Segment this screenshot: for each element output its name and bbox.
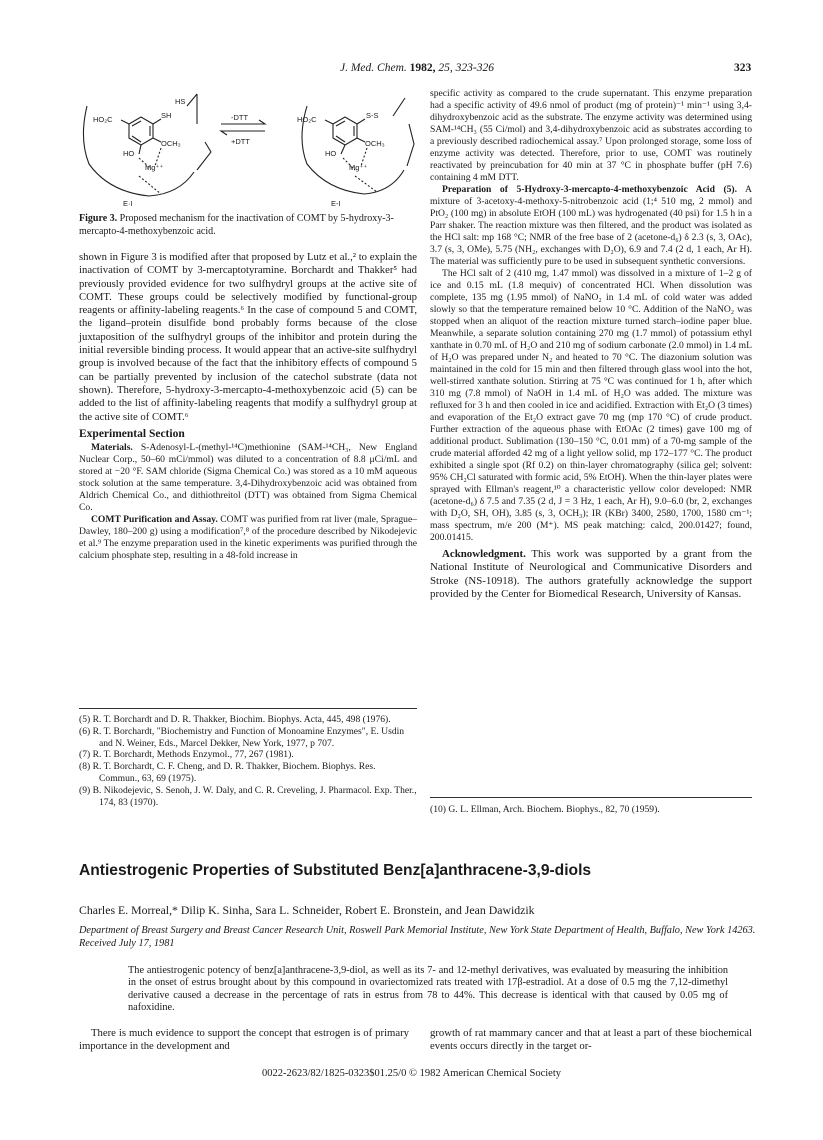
fig-label-sh: SH: [161, 111, 172, 120]
article-title: Antiestrogenic Properties of Substituted Benz[a]anthracene-3,9-diols: [79, 862, 592, 879]
fig-label-ss: S-S: [366, 111, 379, 120]
left-references: [79, 714, 417, 808]
fig-label-mg-left: Mg⁺⁺: [145, 163, 164, 172]
intro-left: There is much evidence to support the concept that estrogen is of primary importance in the development and: [79, 1027, 409, 1053]
acknowledgment-text: This work was supported by a grant from the National Institute of Neurological and Communicative Disorders and Stroke (NS-10918). The authors gratefully acknowledge the support provided by the Center for Biomedical Research, University of Kansas.: [430, 548, 752, 601]
figure-caption: [79, 213, 417, 238]
fig-label-mg-right: Mg⁺⁺: [349, 163, 368, 172]
preparation-paragraph: [430, 184, 752, 268]
figure-3-scheme: [79, 84, 419, 212]
materials-paragraph: [79, 442, 417, 514]
fig-label-ho-left: HO: [123, 149, 135, 158]
materials-text: S-Adenosyl-L-(methyl-¹⁴C)methionine (SAM-¹⁴CH₃, New England Nuclear Corp., 50–60 mCi/mmol) was diluted to a concentration of 8.8 μCi/mL and stored at −20 °F. SAM chloride (Sigma Chemical Co.) was stored as a 10 mM aqueous stock solution at the same temperature. 3,4-Dihydroxybenzoic acid was obtained from Aldrich Chemical Co., and dithiothreitol (DTT) was obtained from Sigma Chemical Co.: [79, 441, 417, 513]
reference-item: (9) B. Nikodejevic, S. Senoh, J. W. Daly, and C. R. Creveling, J. Pharmacol. Exp. Ther., 174, 83 (1970).: [79, 784, 417, 808]
acknowledgment-paragraph: [430, 548, 752, 602]
preparation-label: Preparation of 5-Hydroxy-3-mercapto-4-methoxybenzoic Acid (5).: [442, 184, 738, 195]
right-column: [430, 88, 752, 602]
left-footnote-rule: [79, 708, 417, 709]
reference-item: (8) R. T. Borchardt, C. F. Cheng, and D. R. Thakker, Biochem. Biophys. Res. Commun., 63, 69 (1975).: [79, 761, 376, 784]
fig-label-och3-right: OCH₃: [365, 139, 385, 148]
left-column: [79, 251, 417, 562]
copyright-footer: 0022-2623/82/1825-0323$01.25/0 © 1982 American Chemical Society: [261, 1068, 562, 1079]
fig-label-och3-left: OCH₃: [161, 139, 181, 148]
fig-label-ei-left: E·I: [123, 199, 133, 208]
reference-item: (5) R. T. Borchardt and D. R. Thakker, Biochim. Biophys. Acta, 445, 498 (1976).: [79, 714, 391, 725]
fig-label-hooc-left: HO₂C: [93, 115, 113, 124]
fig-label-minus-dtt: -DTT: [231, 113, 249, 122]
reference-item: (6) R. T. Borchardt, "Biochemistry and Function of Monoamine Enzymes", E. Usdin and N. Weiner, Eds., Marcel Dekker, New York, 1977, p 707.: [79, 725, 405, 749]
page-number: 323: [734, 62, 752, 74]
article-abstract: The antiestrogenic potency of benz[a]anthracene-3,9-diol, as well as its 7- and 12-methyl derivatives, was evaluated by measuring the inhibition in the onset of estrus brought about by this compound in ovariectomized rats treated with 17β-estradiol. At a dose of 0.5 mg the 7,12-dimethyl derivative caused a decrease in the percentage of rats in estrus from 78 to 44%. This decrease is identical with that caused by 0.05 mg of nafoxidine.: [128, 965, 728, 1014]
figure-caption-text: Proposed mechanism for the inactivation of COMT by 5-hydroxy-3-mercapto-4-methoxybenzoic acid.: [79, 213, 394, 237]
right-paragraph-3: The HCl salt of 2 (410 mg, 1.47 mmol) was dissolved in a mixture of 1–2 g of ice and 0.15 mL (1.8 mequiv) of concentrated HCl. When dissolution was complete, 135 mg (1.95 mmol) of NaNO₂ in 1.4 mL of cold water was added slowly so that the temperature remained below 10 °C. Addition of the NaNO₂ was stopped when an aliquot of the reaction mixture turned starch–iodine paper blue. Meanwhile, a separate solution containing 270 mg (1.7 mmol) of potassium ethyl xanthate in 0.70 mL of H₂O and 210 mg of sodium carbonate (2.0 mmol) in 1.4 mL of H₂O was prepared under N₂ and heated to 70 °C. The diazonium solution was maintained in the cold for 15 min and then filtered through glass wool into the hot, well-stirred xanthate solution. Stirring at 75 °C was continued for 1 h, after which 310 mg (7.8 mmol) of NaOH in 1.4 mL of H₂O was added. The mixture was refluxed for 3 h and then cooled in ice and acidified. Extraction with Et₂O (3 times) and evaporation of the Et₂O extract gave 70 mg (mp 170 °C) of crude product. Further extraction of the aqueous phase with EtOAc (2 times) gave 100 mg of additional product. Sublimation (130–150 °C, 0.01 mm) of a 70-mg sample of the crude material afforded 42 mg of a light yellow solid, mp 172–177 °C. The product exhibited a single spot (Rf 0.2) on thin-layer chromatography (silica gel; solvent: 95% CH₂Cl saturated with formic acid, 5% EtOH). When the thin-layer plates were sprayed with Ellman's reagent,¹⁰ a characteristic yellow color developed: NMR (acetone-d₆) δ 7.5 and 7.35 (2 d, J = 3 Hz, 1 each, Ar H), 9.0–6.0 (br, 2, exchanges with D₂O, SH, OH), 3.85 (s, 3, OCH₃); IR (KBr) 3400, 2580, 1700, 1580 cm⁻¹; mass spectrum, m/e 200 (M⁺). MS peak matching: calcd, 200.01427; found, 200.01415.: [430, 268, 752, 543]
article-affiliation: Department of Breast Surgery and Breast Cancer Research Unit, Roswell Park Memorial Institute, New York State Department of Health, Buffalo, New York 14263. Received July 17, 1981: [79, 925, 756, 949]
reference-item: (10) G. L. Ellman, Arch. Biochem. Biophys., 82, 70 (1959).: [430, 804, 660, 815]
fig-label-plus-dtt: +DTT: [231, 137, 250, 146]
reference-item: (7) R. T. Borchardt, Methods Enzymol., 77, 267 (1981).: [79, 749, 294, 761]
materials-label: Materials.: [91, 441, 133, 453]
right-references: [430, 804, 752, 816]
article-authors: Charles E. Morreal,* Dilip K. Sinha, Sara L. Schneider, Robert E. Bronstein, and Jean Dawidzik: [79, 903, 535, 917]
fig-label-ei-right: E-I: [331, 199, 341, 208]
preparation-text: A mixture of 3-acetoxy-4-methoxy-5-nitrobenzoic acid (1;⁴ 510 mg, 2 mmol) and PtO₂ (100 mg) in absolute EtOH (100 mL) was hydrogenated (40 psi) for 1.5 h in a Parr shaker. The reaction mixture was then filtered, and the product was isolated as the HCl salt: mp 168 °C; NMR of the free base of 2 (acetone-d₆) δ 2.3 (s, 3, OAc), 3.7 (s, 3, OMe), 5.75 (NH₂, exchanges with D₂O), 6.9 and 7.4 (2 d, 1 each, Ar H). The material was sufficiently pure to be used in subsequent synthetic conversions.: [430, 184, 752, 267]
comt-label: COMT Purification and Assay.: [91, 513, 218, 525]
figure-label: Figure 3.: [79, 213, 118, 224]
comt-text: COMT was purified from rat liver (male, Sprague–Dawley, 180–200 g) using a modification⁷,⁸ of the procedure described by Nikodejevic et al.⁹ The enzyme preparation used in the kinetic experiments was purified through the calcium phosphate step, resulting in a 48-fold increase in: [79, 513, 417, 561]
comt-paragraph: [79, 514, 417, 562]
intro-right: growth of rat mammary cancer and that at least a part of these biochemical events occurs directly in the target or-: [430, 1027, 752, 1053]
fig-label-ho-right: HO: [325, 149, 337, 158]
left-paragraph-1: shown in Figure 3 is modified after that proposed by Lutz et al.,² to explain the inactivation of COMT by 3-mercaptotyramine. Borchardt and Thakker⁵ had previously provided evidence for two sulfhydryl groups at the active site of COMT. These groups could be selectively modified by functional-group reagents or affinity-labeling reagents.⁶ In the case of compound 5 and COMT, the ligand–protein disulfide bond probably forms because of the close juxtaposition of the sulfhydryl groups of the inhibitor and protein during the initial reversible binding process. It would appear that an active-site sulfhydryl group is involved because of the fact that the inhibitory effects of compound 5 can be partially prevented by inclusion of the catechol substrate (data not shown). Therefore, 5-hydroxy-3-mercapto-4-methoxybenzoic acid (5) can be added to the list of affinity-labeling reagents that modify a sulfhydryl group at the active site of COMT.⁶: [79, 251, 417, 423]
acknowledgment-label: Acknowledgment.: [442, 548, 526, 560]
fig-label-hooc-right: HO₂C: [297, 115, 317, 124]
right-paragraph-1: specific activity as compared to the crude supernatant. This enzyme preparation had a specific activity of 49.6 nmol of product (mg of protein)⁻¹ min⁻¹ using 3,4-dihydroxybenzoic acid as the substrate. The enzyme activity was determined using SAM-¹⁴CH₃ (55 Ci/mol) and 3,4-dihydroxybenzoic acid as substrates according to a previously described radiochemical assay.⁷ Upon prolonged storage, some loss of enzyme activity was detected. Therefore, prior to use, COMT was routinely reactivated by preincubation for 40 min at 37 °C in phosphate buffer (pH 7.6) containing 4 mM DTT.: [430, 88, 752, 183]
right-footnote-rule: [430, 797, 752, 798]
journal-citation: J. Med. Chem. 1982, 25, 323-326: [340, 62, 494, 74]
fig-label-hs: HS: [175, 97, 186, 106]
experimental-heading: Experimental Section: [79, 427, 185, 440]
